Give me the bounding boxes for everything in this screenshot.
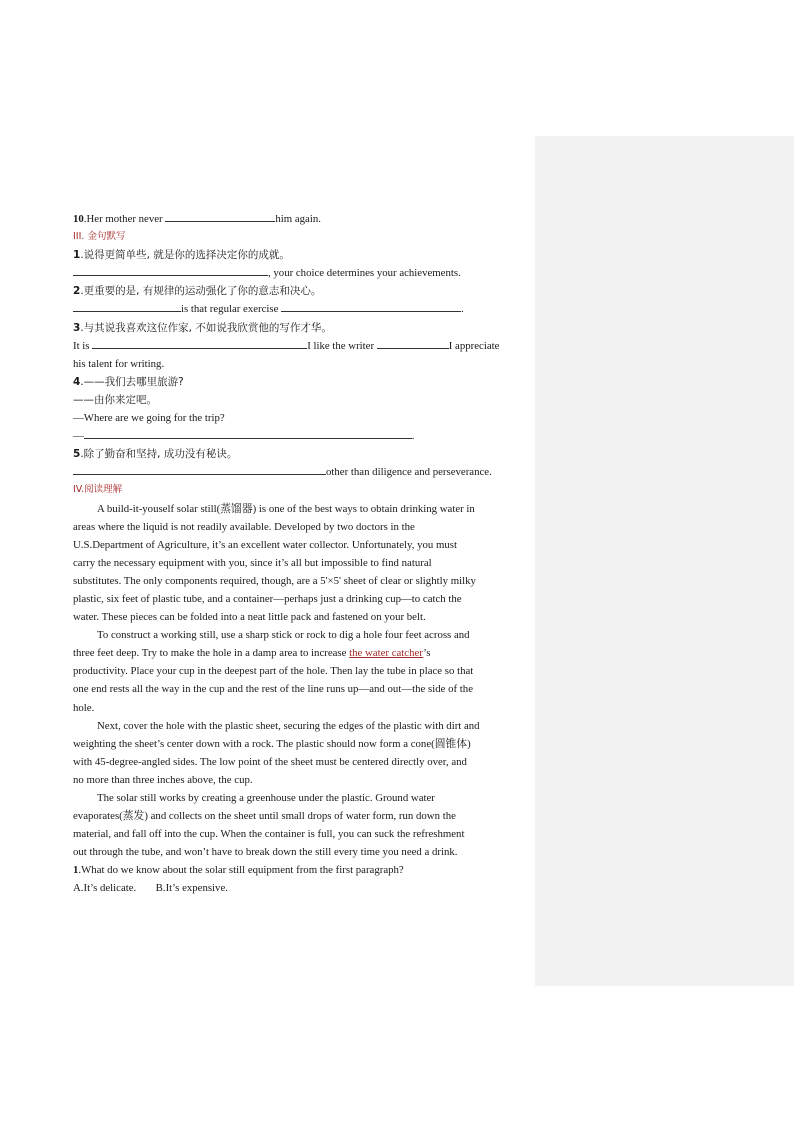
answer-blank[interactable]: [377, 337, 449, 349]
passage-line: evaporates(蒸发) and collects on the sheet until small drops of water form, run down the: [73, 810, 456, 823]
passage-line: with 45-degree-angled sides. The low point of the sheet must be centered directly over, and: [73, 755, 467, 768]
sentence-2-cn: 2.更重要的是, 有规律的运动强化了你的意志和决心。: [73, 285, 322, 298]
passage-line: hole.: [73, 701, 95, 714]
passage-line: material, and fall off into the cup. When the container is full, you can suck the refreshment: [73, 828, 465, 841]
question-10: 10.Her mother never him again.: [73, 210, 525, 228]
passage-line: carry the necessary equipment with you, since it’s all but impossible to find natural: [73, 556, 432, 569]
passage-line: water. These pieces can be folded into a neat little pack and fastened on your belt.: [73, 611, 426, 624]
sentence-3-en: It is I like the writer I appreciate: [73, 337, 525, 355]
sentence-2-en: is that regular exercise .: [73, 300, 525, 318]
passage-line: one end rests all the way in the cup and the rest of the line runs up—and out—the side of the: [73, 683, 473, 696]
passage-line: substitutes. The only components required, though, are a 5'×5' sheet of clear or slightly milky: [73, 574, 476, 587]
sentence-4-cn-1: 4.——我们去哪里旅游?: [73, 375, 184, 388]
answer-blank[interactable]: [281, 300, 461, 312]
passage-line: A build-it-youself solar still(蒸馏器) is one of the best ways to obtain drinking water in: [97, 502, 475, 515]
passage-line: Next, cover the hole with the plastic sheet, securing the edges of the plastic with dirt and: [97, 719, 480, 732]
highlighted-phrase: the water catcher: [349, 647, 424, 660]
sentence-5-cn: 5.除了勤奋和坚持, 成功没有秘诀。: [73, 448, 238, 461]
reading-passage: [73, 500, 525, 862]
sentence-1-cn: 1.说得更简单些, 就是你的选择决定你的成就。: [73, 249, 290, 262]
answer-blank[interactable]: [92, 337, 307, 349]
sentence-1-en: , your choice determines your achievements.: [73, 264, 525, 282]
option-b[interactable]: B.It’s expensive.: [155, 882, 228, 895]
option-a[interactable]: A.It’s delicate.: [73, 882, 137, 895]
passage-line: areas where the liquid is not readily available. Developed by two doctors in the: [73, 520, 415, 533]
question-1-options: [73, 879, 525, 897]
section-title-4: IV.阅读理解: [73, 484, 123, 496]
sentence-4-en-2: — .: [73, 427, 525, 445]
answer-blank[interactable]: [84, 427, 412, 439]
passage-line: three feet deep. Try to make the hole in a damp area to increase the water catcher’s: [73, 647, 431, 660]
answer-blank[interactable]: [165, 210, 275, 222]
answer-blank[interactable]: [73, 300, 181, 312]
passage-line: U.S.Department of Agriculture, it’s an excellent water collector. Unfortunately, you must: [73, 538, 457, 551]
comment-pane: [535, 136, 794, 986]
answer-blank[interactable]: [73, 463, 326, 475]
answer-blank[interactable]: [73, 264, 268, 276]
passage-line: The solar still works by creating a greenhouse under the plastic. Ground water: [97, 792, 435, 804]
passage-line: weighting the sheet’s center down with a rock. The plastic should now form a cone(圆锥体): [73, 737, 471, 750]
passage-line: out through the tube, and won’t have to break down the still every time you need a drink.: [73, 846, 458, 859]
document-body: [73, 210, 525, 898]
question-1: 1.What do we know about the solar still equipment from the first paragraph?: [73, 864, 404, 877]
passage-line: productivity. Place your cup in the deepest part of the hole. Then lay the tube in place so that: [73, 665, 474, 678]
sentence-4-en-1: —Where are we going for the trip?: [73, 412, 225, 425]
sentence-5-en: other than diligence and perseverance.: [73, 463, 525, 481]
sentence-3-cn: 3.与其说我喜欢这位作家, 不如说我欣赏他的写作才华。: [73, 321, 332, 334]
passage-line: no more than three inches above, the cup.: [73, 773, 253, 786]
sentence-3-en-cont: his talent for writing.: [73, 357, 165, 370]
section-title-3: III. 金句默写: [73, 231, 126, 243]
sentence-4-cn-2: ——由你来定吧。: [73, 393, 157, 406]
passage-line: To construct a working still, use a sharp stick or rock to dig a hole four feet across and: [97, 629, 470, 642]
passage-line: plastic, six feet of plastic tube, and a container—perhaps just a drinking cup—to catch the: [73, 592, 462, 605]
